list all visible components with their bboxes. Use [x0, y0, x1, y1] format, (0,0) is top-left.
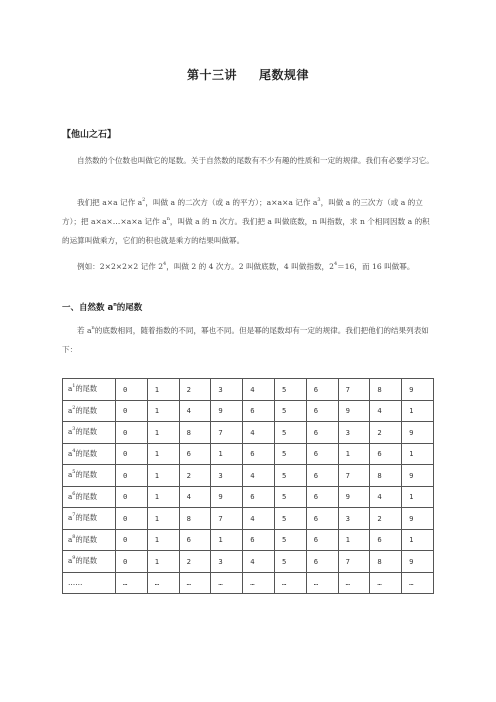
table-cell: 8 [370, 551, 402, 573]
table-cell: 4 [243, 379, 275, 401]
table-cell: 2 [179, 551, 211, 573]
table-row [63, 379, 434, 401]
table-cell: 6 [179, 529, 211, 551]
table-cell: 8 [370, 379, 402, 401]
text-segment: 我们把 a×a 记作 a [77, 198, 143, 207]
table-cell: 1 [147, 443, 179, 465]
table-cell: 9 [211, 486, 243, 508]
table-cell: 1 [147, 486, 179, 508]
table-cell: … [179, 572, 211, 594]
table-cell: … [243, 572, 275, 594]
table-row [63, 551, 434, 573]
table-cell: 0 [116, 400, 148, 422]
text-segment: 若 a [77, 326, 92, 335]
table-cell: 5 [274, 529, 306, 551]
table-cell: 1 [211, 529, 243, 551]
table-cell: 0 [116, 529, 148, 551]
text-segment: ，叫做 a 的二次方（或 a 的平方）；a×a×a 记作 a [145, 198, 318, 207]
lecture-topic: 尾数规律 [259, 68, 310, 82]
table-cell: … [306, 572, 338, 594]
intro-paragraph: 自然数的个位数也叫做它的尾数。关于自然数的尾数有不少有趣的性质和一定的规律。我们有必要学习它。 [77, 156, 434, 165]
table-cell: 4 [243, 422, 275, 444]
table-cell: 3 [211, 379, 243, 401]
subheading [62, 301, 142, 313]
superscript: n [166, 216, 170, 222]
table-cell: 1 [402, 486, 434, 508]
table-cell: 9 [402, 422, 434, 444]
table-row [63, 422, 434, 444]
table-cell: 1 [147, 422, 179, 444]
table-cell: 1 [147, 379, 179, 401]
table-row [63, 443, 434, 465]
table-cell: 4 [370, 400, 402, 422]
row-label: $a^8$的尾数 [63, 529, 116, 551]
table-cell: 6 [306, 551, 338, 573]
row-label: $a^3$的尾数 [63, 422, 116, 444]
table-row [63, 486, 434, 508]
table-cell: … [402, 572, 434, 594]
table-cell: 1 [338, 443, 370, 465]
table-cell: 2 [370, 422, 402, 444]
superscript: 4 [163, 261, 167, 267]
table-cell: 0 [116, 486, 148, 508]
row-label: $a^7$的尾数 [63, 508, 116, 530]
table-cell: 2 [179, 379, 211, 401]
table-cell: … [211, 572, 243, 594]
table-cell: 9 [338, 486, 370, 508]
table-cell: 1 [211, 443, 243, 465]
table-cell: 0 [116, 508, 148, 530]
table-cell: 5 [274, 379, 306, 401]
text-segment: ，叫做 a 的三次方（或 a 的立方）；把 a×a×…×a×a 记作 a [62, 198, 423, 226]
table-cell: … [338, 572, 370, 594]
table-cell: 9 [338, 400, 370, 422]
table-cell: 2 [179, 465, 211, 487]
table-cell: 6 [243, 400, 275, 422]
table-cell: 6 [243, 443, 275, 465]
table-cell: 4 [243, 508, 275, 530]
table-cell: 0 [116, 551, 148, 573]
table-row [63, 508, 434, 530]
text-segment: 的尾数 [116, 303, 143, 313]
table-cell: 6 [306, 400, 338, 422]
table-cell: … [274, 572, 306, 594]
table-cell: 7 [211, 422, 243, 444]
table-cell: 1 [147, 551, 179, 573]
table-cell: 1 [147, 400, 179, 422]
table-cell: 6 [370, 529, 402, 551]
table-cell: 5 [274, 508, 306, 530]
table-cell: 5 [274, 400, 306, 422]
superscript: 3 [317, 197, 321, 203]
text-segment: ，叫做 2 的 4 次方。2 叫做底数，4 叫做指数，2 [166, 262, 334, 271]
table-cell: 4 [179, 400, 211, 422]
text-segment: 一、自然数 a [62, 303, 114, 313]
table-cell: 8 [179, 508, 211, 530]
table-cell: 0 [116, 465, 148, 487]
table-cell: 5 [274, 551, 306, 573]
table-cell: 2 [370, 508, 402, 530]
table-cell: 6 [306, 508, 338, 530]
table-row [63, 400, 434, 422]
text-segment: 例如：2×2×2×2 记作 2 [77, 262, 164, 271]
table-cell: 5 [274, 422, 306, 444]
last-digit-table [62, 378, 434, 594]
row-label: $a^1$的尾数 [63, 379, 116, 401]
superscript: n [91, 325, 95, 331]
table-cell: 1 [402, 400, 434, 422]
table-cell: 4 [370, 486, 402, 508]
section-tag: 【他山之石】 [62, 130, 117, 140]
table-cell: 5 [274, 465, 306, 487]
table-cell: 1 [147, 529, 179, 551]
page-title [0, 66, 496, 83]
table-cell: 6 [306, 529, 338, 551]
superscript: 4 [333, 261, 338, 267]
table-cell: 1 [402, 443, 434, 465]
table-cell: 1 [147, 465, 179, 487]
table-cell: 6 [243, 486, 275, 508]
table-cell: 1 [338, 529, 370, 551]
table-cell: 7 [211, 508, 243, 530]
table-cell: … [147, 572, 179, 594]
definition-paragraph [62, 193, 434, 250]
lecture-number: 第十三讲 [186, 68, 237, 82]
table-cell: 6 [370, 443, 402, 465]
row-label: $a^2$的尾数 [63, 400, 116, 422]
table-cell: 0 [116, 443, 148, 465]
table-cell: 1 [147, 508, 179, 530]
table-cell: 6 [306, 379, 338, 401]
example-paragraph [62, 257, 434, 276]
table-cell: 6 [306, 443, 338, 465]
table-cell: 9 [402, 551, 434, 573]
table-cell: 9 [402, 465, 434, 487]
table-cell: 1 [402, 529, 434, 551]
table-cell: 0 [116, 379, 148, 401]
superscript: 2 [142, 197, 146, 203]
table-cell: 0 [116, 422, 148, 444]
table-cell: 5 [274, 486, 306, 508]
text-segment: ＝16，而 16 叫做幂。 [337, 262, 415, 271]
table-cell: 3 [338, 422, 370, 444]
table-cell: 6 [243, 529, 275, 551]
row-label: $a^5$的尾数 [63, 465, 116, 487]
row-label: $a^9$的尾数 [63, 551, 116, 573]
table-cell: 6 [306, 422, 338, 444]
table-cell: 4 [243, 551, 275, 573]
text-segment: 的底数相同，随着指数的不同，幂也不同。但是幂的尾数却有一定的规律。我们把他们的结果列表如下： [62, 326, 429, 354]
table-row [63, 572, 434, 594]
table-cell: 4 [179, 486, 211, 508]
table-cell: … [370, 572, 402, 594]
table-cell: …… [63, 572, 116, 594]
table-row [63, 465, 434, 487]
table-cell: 9 [402, 508, 434, 530]
table-cell: 6 [179, 443, 211, 465]
table-cell: 8 [370, 465, 402, 487]
table-cell: 6 [306, 486, 338, 508]
table-cell: 5 [274, 443, 306, 465]
table-cell: 4 [243, 465, 275, 487]
superscript: n [113, 302, 117, 308]
table-cell: 9 [402, 379, 434, 401]
table-cell: 6 [306, 465, 338, 487]
table-intro-paragraph [62, 321, 434, 359]
table-cell: 7 [338, 465, 370, 487]
table-cell: 3 [338, 508, 370, 530]
table-cell: 3 [211, 465, 243, 487]
table-cell: 3 [211, 551, 243, 573]
row-label: $a^4$的尾数 [63, 443, 116, 465]
table-cell: 8 [179, 422, 211, 444]
table-cell: 9 [211, 400, 243, 422]
table-cell: 7 [338, 551, 370, 573]
table-cell: … [116, 572, 148, 594]
table-cell: 7 [338, 379, 370, 401]
text-segment: ，叫做 a 的 n 次方。我们把 a 叫做底数，n 叫指数，求 n 个相同因数 a 的积的运算叫做乘方，它们的积也就是乘方的结果叫做幂。 [62, 217, 430, 245]
table-row [63, 529, 434, 551]
row-label: $a^6$的尾数 [63, 486, 116, 508]
